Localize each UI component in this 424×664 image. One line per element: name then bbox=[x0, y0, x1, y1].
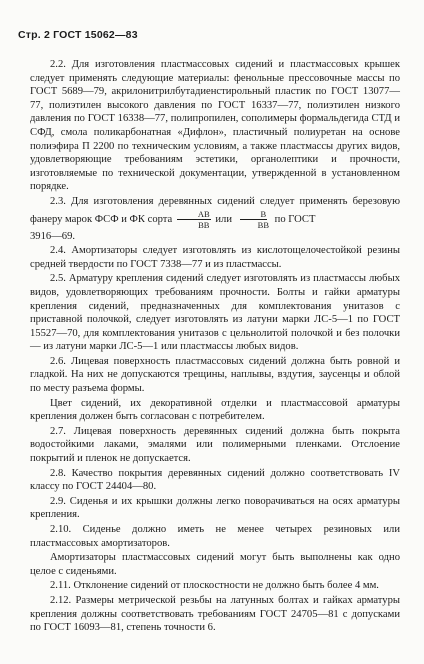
fraction-v-vv bbox=[237, 209, 270, 230]
paragraph-2-12: 2.12. Размеры метрической резьбы на латунных болтах и гайках арматуры крепления должны соответствовать требованиям ГОСТ 24705—81 с допусками по ГОСТ 16093—81, степень точности 6. bbox=[30, 594, 400, 634]
paragraph-2-3 bbox=[30, 195, 400, 243]
paragraph-2-9: 2.9. Сиденья и их крышки должны легко поворачиваться на осях арматуры крепления. bbox=[30, 495, 400, 521]
paragraph-2-3-standard: 3916—69. bbox=[30, 230, 76, 242]
paragraph-2-10: 2.10. Сиденье должно иметь не менее четырех резиновых или пластмассовых амортизаторов. bbox=[30, 524, 400, 549]
fraction-numerator: В bbox=[240, 209, 268, 220]
page-header: Стр. 2 ГОСТ 15062—83 bbox=[18, 29, 138, 41]
paragraph-2-11: 2.11. Отклонение сидений от плоскостности не должно быть более 4 мм. bbox=[50, 580, 379, 592]
paragraph-2-6: 2.6. Лицевая поверхность пластмассовых сидений должна быть ровной и гладкой. На них не допускаются трещины, наплывы, вздутия, заусенцы и облой по месту разъема формы. bbox=[30, 355, 400, 395]
paragraph-2-5: 2.5. Арматуру крепления сидений следует изготовлять из пластмассы любых видов, удовлетворяющих требованиям прочности. Болты и гайки арматуры крепления сидений, предназначенных для комплектования унитазов с приставной полочкой, следует изготовлять из латуни марки ЛС-5—1 по ГОСТ 15527—70, для комплектования унитазов с цельнолитой полочкой и без полочки — из латуни марки ЛС-5—1 или пластмассы любых видов. bbox=[30, 273, 400, 353]
paragraph-2-4: 2.4. Амортизаторы следует изготовлять из кислотощелочестойкой резины средней твердости по ГОСТ 7338—77 и из пластмассы. bbox=[30, 245, 400, 270]
paragraph-shock-absorbers: Амортизаторы пластмассовых сидений могут быть выполнены как одно целое с сиденьями. bbox=[30, 552, 400, 577]
paragraph-2-3-tail: по ГОСТ bbox=[274, 213, 316, 225]
paragraph-2-2: 2.2. Для изготовления пластмассовых сидений и пластмассовых крышек следует применять следующие материалы: фенольные прессовочные массы по ГОСТ 5689—79, акрилонитрилбутадиенстирольный пластик по ГОСТ 13077—77, полиэтилен высокого давления по ГОСТ 16337—77, полиэтилен низкого давления по ГОСТ 16338—77, полипропилен, сополимеры формальдегида СТД и СФД, смола поликарбонатная «Дифлон», пластичный полиуретан на основе полиэфира П 2200 по техническим условиям, а также пластмассы других видов, удовлетворяющие требованиям эстетики, органолептики и прочности, изготовляемые по технической документации, утвержденной в установленном порядке. bbox=[30, 59, 400, 193]
paragraph-2-3-intro: 2.3. Для изготовления деревянных сидений следует применять березовую фанеру марок ФСФ и ФК сорта bbox=[30, 195, 400, 225]
document-body bbox=[30, 58, 400, 635]
fraction-av-vv bbox=[177, 209, 211, 230]
paragraph-color: Цвет сидений, их декоративной отделки и пластмассовой арматуры крепления должен быть согласован с потребителем. bbox=[30, 397, 400, 423]
fraction-denominator: ВВ bbox=[198, 219, 210, 230]
fraction-numerator: АВ bbox=[177, 209, 211, 220]
paragraph-2-7: 2.7. Лицевая поверхность деревянных сидений должна быть покрыта водостойкими лаками, эмалями или полимерными пленками. Отслоение покрытий и пленок не допускается. bbox=[30, 425, 400, 465]
fraction-denominator: ВВ bbox=[257, 219, 270, 230]
paragraph-2-3-mid: или bbox=[215, 213, 233, 225]
paragraph-2-8: 2.8. Качество покрытия деревянных сидений должно соответствовать IV классу по ГОСТ 24404—80. bbox=[30, 467, 400, 493]
